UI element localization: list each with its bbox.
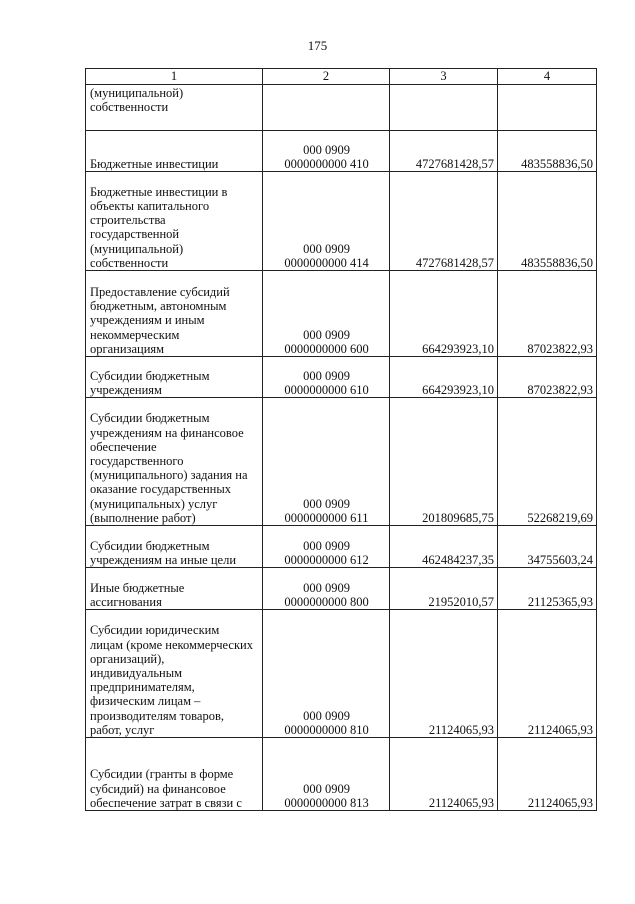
row-code-line: 0000000000 610 <box>284 382 369 397</box>
column-header-4: 4 <box>498 69 597 85</box>
row-code-line: 000 0909 <box>303 496 350 511</box>
row-name-line: Бюджетные инвестиции в <box>90 184 228 199</box>
row-name-cell <box>86 172 263 271</box>
row-code-line: 0000000000 612 <box>284 552 369 567</box>
row-code-line: 000 0909 <box>303 538 350 553</box>
row-name-cell <box>86 738 263 811</box>
column-header-1: 1 <box>86 69 263 85</box>
row-code-line: 000 0909 <box>303 368 350 383</box>
column-header-3: 3 <box>390 69 498 85</box>
row-code-line: 000 0909 <box>303 580 350 595</box>
row-value-col3: 462484237,35 <box>390 526 498 568</box>
column-header-2: 2 <box>263 69 390 85</box>
row-name-line: учреждениям на иные цели <box>90 552 237 567</box>
row-code-line: 0000000000 414 <box>284 255 369 270</box>
row-name-line: Субсидии юридическим <box>90 623 220 638</box>
row-code-cell <box>263 398 390 526</box>
row-name-cell <box>86 398 263 526</box>
row-name-line: Иные бюджетные <box>90 580 185 595</box>
row-name-line: организаций), <box>90 651 165 666</box>
row-code-line: 0000000000 600 <box>284 341 369 356</box>
row-code-cell <box>263 357 390 398</box>
row-code-line: 0000000000 813 <box>284 795 369 810</box>
row-name-line: работ, услуг <box>90 722 155 737</box>
row-name-cell <box>86 526 263 568</box>
row-name-line: учреждениям <box>90 382 162 397</box>
row-name-line: Субсидии (гранты в форме <box>90 767 234 782</box>
row-code-line: 000 0909 <box>303 708 350 723</box>
row-name-line: некоммерческим <box>90 327 180 342</box>
row-name-line: собственности <box>90 255 169 270</box>
row-code-cell <box>263 131 390 172</box>
table-row <box>86 398 597 526</box>
row-value-col3: 4727681428,57 <box>390 172 498 271</box>
table-row <box>86 526 597 568</box>
table-row <box>86 610 597 738</box>
row-value-col4: 52268219,69 <box>498 398 597 526</box>
row-name-line: (муниципальной) <box>90 241 184 256</box>
row-code-line: 000 0909 <box>303 327 350 342</box>
table-header-row <box>86 69 597 85</box>
row-value-col3: 201809685,75 <box>390 398 498 526</box>
row-name-line: государственного <box>90 453 184 468</box>
row-code-line: 0000000000 800 <box>284 594 369 609</box>
row-name-line: государственной <box>90 227 180 242</box>
row-name-line: Предоставление субсидий <box>90 284 230 299</box>
row-name-line: Бюджетные инвестиции <box>90 156 219 171</box>
budget-table <box>85 68 597 811</box>
row-name-line: лицам (кроме некоммерческих <box>90 637 253 652</box>
row-code-cell <box>263 172 390 271</box>
row-name-line: (муниципальных) услуг <box>90 496 218 511</box>
row-name-line: производителям товаров, <box>90 708 224 723</box>
table-row <box>86 172 597 271</box>
row-name-cell <box>86 568 263 610</box>
row-value-col4: 21125365,93 <box>498 568 597 610</box>
row-code-cell <box>263 526 390 568</box>
table-row <box>86 357 597 398</box>
row-value-col4: 87023822,93 <box>498 357 597 398</box>
row-name-line: Субсидии бюджетным <box>90 538 210 553</box>
row-name-line: объекты капитального <box>90 198 210 213</box>
row-name-line: ассигнования <box>90 594 162 609</box>
row-name-line: учреждениям на финансовое <box>90 425 244 440</box>
row-name-line: учреждениям и иным <box>90 313 205 328</box>
row-value-col4: 34755603,24 <box>498 526 597 568</box>
row-value-col4: 21124065,93 <box>498 738 597 811</box>
row-name-line: оказание государственных <box>90 482 232 497</box>
row-code-line: 0000000000 611 <box>284 510 369 525</box>
row-name-cell <box>86 131 263 172</box>
row-code-cell <box>263 568 390 610</box>
row-name-line: обеспечение затрат в связи с <box>90 795 242 810</box>
row-name-cell <box>86 610 263 738</box>
row-value-col3: 664293923,10 <box>390 271 498 357</box>
row-value-col3 <box>390 85 498 131</box>
table-row <box>86 738 597 811</box>
row-name-line: физическим лицам – <box>90 694 201 709</box>
page-number: 175 <box>307 38 328 53</box>
row-name-line: Субсидии бюджетным <box>90 411 210 426</box>
table-row <box>86 271 597 357</box>
table-body <box>86 85 597 811</box>
table-row <box>86 131 597 172</box>
row-value-col4 <box>498 85 597 131</box>
row-code-line: 000 0909 <box>303 142 350 157</box>
row-name-line: бюджетным, автономным <box>90 299 227 314</box>
table-row <box>86 568 597 610</box>
row-name-line: субсидий) на финансовое <box>90 781 226 796</box>
row-value-col4: 483558836,50 <box>498 131 597 172</box>
row-name-line: предпринимателям, <box>90 680 195 695</box>
row-value-col3: 21952010,57 <box>390 568 498 610</box>
row-code-line: 000 0909 <box>303 241 350 256</box>
row-value-col4: 87023822,93 <box>498 271 597 357</box>
row-name-line: (муниципальной) <box>90 86 184 100</box>
row-value-col4: 21124065,93 <box>498 610 597 738</box>
row-value-col3: 21124065,93 <box>390 610 498 738</box>
row-value-col3: 664293923,10 <box>390 357 498 398</box>
row-name-line: обеспечение <box>90 439 157 454</box>
row-name-line: строительства <box>90 213 166 228</box>
row-code-cell <box>263 271 390 357</box>
row-value-col3: 21124065,93 <box>390 738 498 811</box>
row-value-col3: 4727681428,57 <box>390 131 498 172</box>
row-name-cell <box>86 85 263 131</box>
row-name-cell <box>86 357 263 398</box>
row-code-cell <box>263 738 390 811</box>
row-code-cell <box>263 610 390 738</box>
row-name-line: организациям <box>90 341 165 356</box>
row-name-line: Субсидии бюджетным <box>90 368 210 383</box>
row-name-line: собственности <box>90 100 169 115</box>
row-name-cell <box>86 271 263 357</box>
row-name-line: (выполнение работ) <box>90 510 196 525</box>
table-row <box>86 85 597 131</box>
row-code-cell <box>263 85 390 131</box>
row-value-col4: 483558836,50 <box>498 172 597 271</box>
row-code-line: 000 0909 <box>303 781 350 796</box>
row-code-line: 0000000000 810 <box>284 722 369 737</box>
row-name-line: индивидуальным <box>90 665 183 680</box>
row-code-line: 0000000000 410 <box>284 156 369 171</box>
row-name-line: (муниципального) задания на <box>90 468 248 483</box>
